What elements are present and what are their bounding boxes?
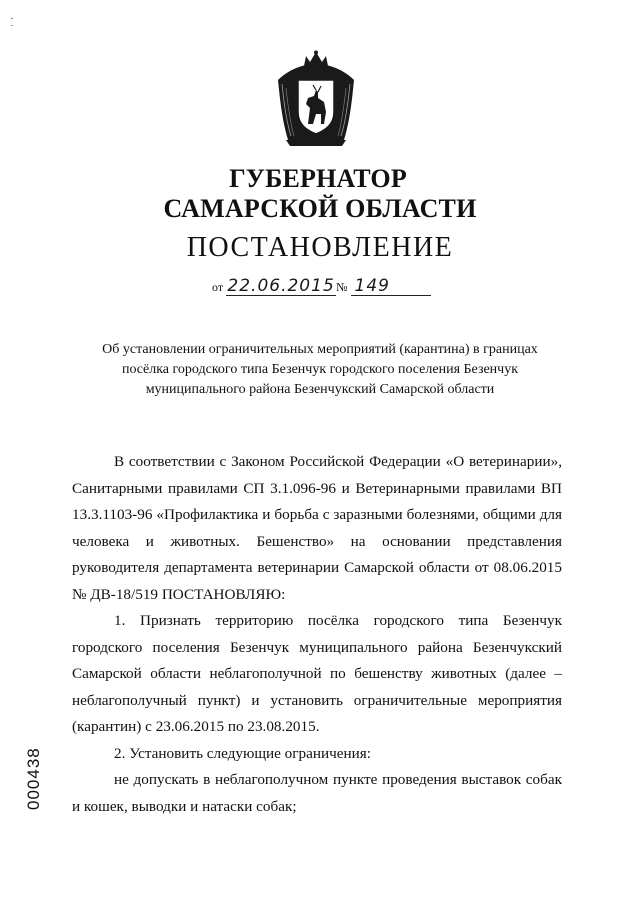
paragraph-restriction: не допускать в неблагополучном пункте проведения выставок собак и кошек, выводки и натаски собак;	[72, 771, 562, 815]
coat-of-arms-icon	[272, 50, 360, 150]
paragraph-item-2: 2. Установить следующие ограничения:	[114, 744, 371, 762]
number-label: №	[336, 280, 348, 294]
authority-line-2: САМАРСКОЙ ОБЛАСТИ	[163, 194, 477, 223]
subject-line: муниципального района Безенчукский Самарской области	[145, 382, 495, 397]
date-prefix: от	[212, 280, 224, 294]
paragraph-preamble: В соответствии с Законом Российской Федерации «О ветеринарии», Санитарными правилами СП 3.1.096-96 и Ветеринарными правилами ВП 13.3.1103-96 «Профилактика и борьба с заразными болезнями, общими для человека и животных. Бешенство» на основании представления руководителя департамента ветеринарии Самарской области от 08.06.2015 № ДВ-18/519 ПОСТАНОВЛЯЮ:	[72, 453, 562, 603]
authority-line-1: ГУБЕРНАТОР	[229, 164, 407, 193]
corner-mark: · ˙	[10, 13, 14, 35]
date-number-line	[212, 276, 431, 296]
subject-line: Об установлении ограничительных мероприятий (карантина) в границах	[102, 342, 538, 357]
paragraph-item-1: 1. Признать территорию посёлка городского типа Безенчук городского поселения Безенчук муниципального района Безенчукский Самарской области неблагополучной по бешенству животных (далее – неблагополучный пункт) и установить ограничительные мероприятия (карантин) с 23.06.2015 по 23.08.2015.	[72, 612, 562, 735]
handwritten-date: 22.06.2015	[227, 276, 335, 296]
handwritten-number: 149	[354, 276, 390, 296]
subject-line: посёлка городского типа Безенчук городского поселения Безенчук	[121, 362, 519, 377]
side-serial-stamp: 000438	[24, 747, 43, 810]
document-body	[72, 449, 562, 820]
document-subject	[40, 340, 600, 400]
document-type-title: ПОСТАНОВЛЕНИЕ	[186, 232, 454, 263]
